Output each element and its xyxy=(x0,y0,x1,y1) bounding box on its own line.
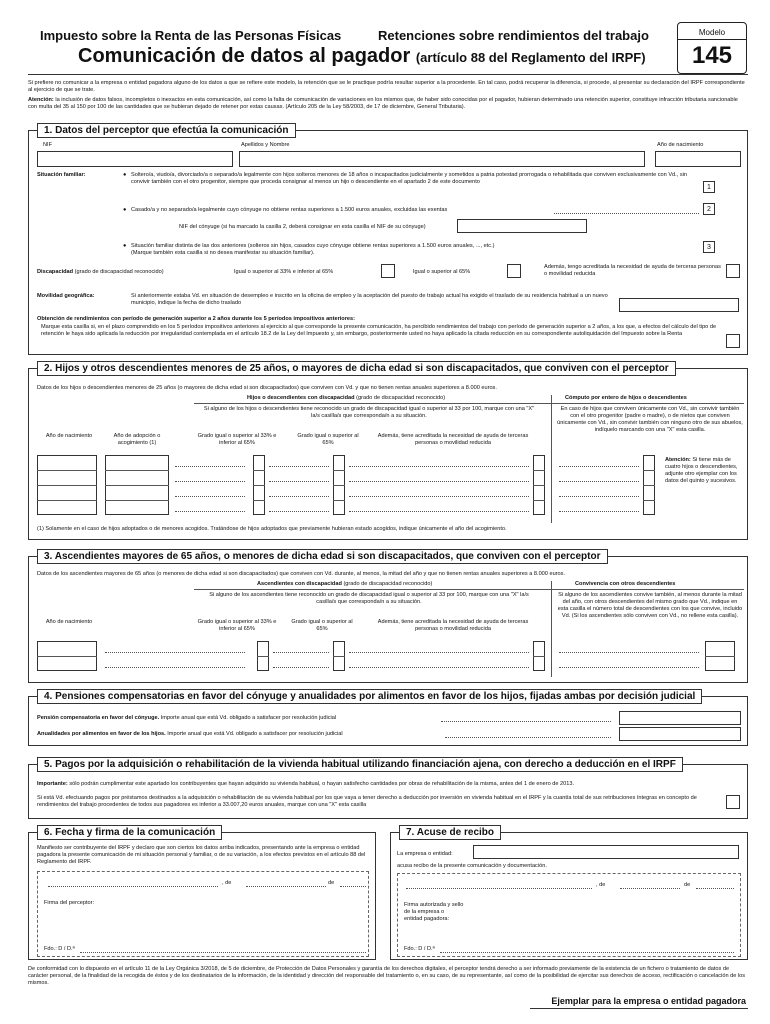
option-1-checkbox[interactable]: 1 xyxy=(703,181,715,193)
intro-warning xyxy=(28,97,748,111)
intro-warning-text: la inclusión de datos falsos, incompletos o inexactos en esta comunicación, así como la falta de comunicación de variaciones en los mismos que, de haber sido conocidas por el pagador, hubieran determinado una retención superior, constituye infracción tributaria sancionable con multa del 35 al 150 por 100 de las cantidades que se hubieran dejado de retener por estas causas. (Artículo 205 de la Ley 58/2003, de 17 de diciembre, General Tributaria). xyxy=(28,97,738,110)
disc-head-bold: Hijos o descendientes con discapacidad xyxy=(247,395,355,401)
obtencion-checkbox[interactable] xyxy=(726,334,740,348)
place-line xyxy=(406,888,592,889)
section-2 xyxy=(28,363,748,540)
disc-head-sub: (grado de discapacidad reconocido) xyxy=(356,395,446,401)
importante-text: sólo podrán cumplimentar este apartado los contribuyentes que hayan adquirido su vivienda habitual, o hayan satisfecho cantidades por obras de rehabilitación de la misma, antes del 1 de enero de 2013. xyxy=(67,781,575,787)
table-row xyxy=(37,500,97,501)
asc-col-ayuda: Además, tiene acreditada la necesidad de ayuda de terceras personas o movilidad reducida xyxy=(377,619,529,632)
row-leader xyxy=(175,466,245,467)
divider xyxy=(194,403,744,404)
row-leader xyxy=(559,652,699,653)
year-line xyxy=(340,886,366,887)
page-title-sub: (artículo 88 del Reglamento del IRPF) xyxy=(415,50,646,65)
divider xyxy=(194,589,744,590)
table-row xyxy=(333,656,345,657)
row-leader xyxy=(349,481,529,482)
col-ayuda: Además, tiene acreditada la necesidad de ayuda de terceras personas o movilidad reducida xyxy=(377,433,529,446)
bullet-icon: ● xyxy=(123,172,127,178)
vivienda-checkbox[interactable] xyxy=(726,795,740,809)
asc-disc-head xyxy=(257,581,432,588)
importante-line xyxy=(37,781,574,788)
nif-field[interactable] xyxy=(37,151,233,167)
copy-underline xyxy=(530,1008,748,1009)
section-6 xyxy=(28,827,376,960)
row-leader xyxy=(175,496,245,497)
section-7-title: 7. Acuse de recibo xyxy=(399,825,501,840)
table-row xyxy=(37,485,97,486)
table-row xyxy=(105,470,169,471)
conv-note: Si alguno de los ascendientes convive también, al menos durante la mitad del año, con otros descendientes del mismo grado que Vd., indique en esta casilla el número total de descendientes con los que convive, incluido Vd. (Si los ascendientes sólo conviven con Vd., no rellene esta casilla). xyxy=(557,592,743,619)
header-title-retenciones: Retenciones sobre rendimientos del trabajo xyxy=(378,28,649,43)
row-leader xyxy=(273,667,329,668)
date-de-1: , de xyxy=(222,880,232,886)
table-row xyxy=(533,470,545,471)
month-line xyxy=(620,888,680,889)
apellidos-field[interactable] xyxy=(239,151,645,167)
col-disc-33: Grado igual o superior al 33% e inferior al 65% xyxy=(197,433,277,446)
asc-col-disc-33: Grado igual o superior al 33% e inferior al 65% xyxy=(197,619,277,632)
birth-year-label: Año de nacimiento xyxy=(657,142,704,148)
section-3-intro: Datos de los ascendientes mayores de 65 años (o menores de dicha edad si son discapacitados) que conviven con Vd. durante, al menos, la mitad del año y que no tienen rentas anuales superiores a 8.000 euros. xyxy=(37,571,566,577)
row-leader xyxy=(559,466,639,467)
table-row xyxy=(643,470,655,471)
disc-head xyxy=(247,395,445,402)
table-row xyxy=(333,500,345,501)
pension-text: Importe anual que está Vd. obligado a satisfacer por resolución judicial xyxy=(159,715,337,721)
table-row xyxy=(37,470,97,471)
table-row xyxy=(253,500,265,501)
row-leader xyxy=(105,652,245,653)
disc-65-label: Igual o superior al 65% xyxy=(413,269,471,275)
table-row xyxy=(705,656,735,657)
option-1-text: Soltero/a, viudo/a, divorciado/a o separado/a legalmente con hijos solteros menores de 18 años o incapacitados judicialmente y sometidos a patria potestad prorrogada o rehabilitada que conviven exclusivamente con Vd., sin convivir también con el otro progenitor, siempre que proceda consignar al menos un hijo o descendiente en el apartado 2 de este documento xyxy=(131,172,687,185)
section-3-title: 3. Ascendientes mayores de 65 años, o menores de dicha edad si son discapacitados, que conviven con el perceptor xyxy=(37,549,608,564)
table-row xyxy=(643,500,655,501)
col-disc-65: Grado igual o superior al 65% xyxy=(297,433,359,446)
section-7 xyxy=(390,827,748,960)
atencion-label: Atención: xyxy=(665,457,691,463)
option-2-checkbox[interactable]: 2 xyxy=(703,203,715,215)
row-leader xyxy=(175,481,245,482)
row-leader xyxy=(349,667,529,668)
discapacidad-label xyxy=(37,269,164,276)
obtencion-text: Marque esta casilla si, en el plazo comprendido en los 5 períodos impositivos anteriores al ejercicio al que corresponde la presente comunicación, ha percibido rendimientos del trabajo con período de generación superior a 2 años, a los que, a efectos del cálculo del tipo de retención le haya sido aplicada la reducción por irregularidad contemplada en el artículo 18.2 de la Ley del Impuesto y, sin embargo, posteriormente usted no haya aplicado la citada reducción en su correspondiente autoliquidación del Impuesto sobre la Renta xyxy=(41,324,717,337)
option-2-text: Casado/a y no separado/a legalmente cuyo cónyuge no obtiene rentas superiores a 1.500 euros anuales, excluidas las exentas xyxy=(131,207,448,213)
row-leader xyxy=(559,496,639,497)
disc-33-checkbox[interactable] xyxy=(381,264,395,278)
firma-autorizada-label: Firma autorizada y sello de la empresa o entidad pagadora: xyxy=(404,902,464,922)
model-label: Modelo xyxy=(678,28,746,40)
table-row xyxy=(533,485,545,486)
disc-33-label: Igual o superior al 33% e inferior al 65% xyxy=(234,269,334,275)
dotted-leader xyxy=(554,213,699,214)
section-4 xyxy=(28,691,748,746)
discapacidad-sub: (grado de discapacidad reconocido) xyxy=(74,269,164,275)
disc-ayuda-label: Además, tengo acreditada la necesidad de ayuda de terceras personas o movilidad reducida xyxy=(544,264,721,277)
header-title-irpf: Impuesto sobre la Renta de las Personas Físicas xyxy=(40,28,342,43)
pension-label: Pensión compensatoria en favor del cónyuge. xyxy=(37,715,160,721)
fdo-label: Fdo.: D / D.ª xyxy=(404,946,435,952)
table-row xyxy=(253,470,265,471)
anualidades-label: Anualidades por alimentos en favor de los hijos. xyxy=(37,731,166,737)
divider xyxy=(551,395,552,523)
section-1 xyxy=(28,125,748,355)
section-2-title: 2. Hijos y otros descendientes menores de 25 años, o mayores de dicha edad si son discapacitados, que conviven con el perceptor xyxy=(37,361,676,376)
row-leader xyxy=(349,496,529,497)
section-3 xyxy=(28,551,748,683)
option-3-checkbox[interactable]: 3 xyxy=(703,241,715,253)
col-birth-year: Año de nacimiento xyxy=(45,433,93,439)
asc-disc-head-bold: Ascendientes con discapacidad xyxy=(257,581,342,587)
date-de-2: de xyxy=(684,882,691,888)
dotted-leader xyxy=(441,721,611,722)
table-row xyxy=(333,470,345,471)
table-row xyxy=(333,485,345,486)
page-title xyxy=(78,45,646,68)
date-de-1: , de xyxy=(596,882,606,888)
table-row xyxy=(643,485,655,486)
discapacidad-label-bold: Discapacidad xyxy=(37,269,74,275)
table-row xyxy=(105,485,169,486)
copy-label: Ejemplar para la empresa o entidad pagadora xyxy=(551,996,746,1006)
asc-disc-note: Si alguno de los ascendientes tiene reconocido un grado de discapacidad igual o superior al 33 por 100, marque con una "X" la/s casilla/s que corresponda/n a su situación. xyxy=(209,592,529,605)
asc-col-birth-year: Año de nacimiento xyxy=(45,619,93,625)
computo-head: Cómputo por entero de hijos o descendientes xyxy=(565,395,687,401)
page-title-main: Comunicación de datos al pagador xyxy=(78,45,411,67)
situacion-familiar-label: Situación familiar: xyxy=(37,172,86,178)
section-6-title: 6. Fecha y firma de la comunicación xyxy=(37,825,222,840)
month-line xyxy=(246,886,326,887)
dotted-leader xyxy=(445,737,611,738)
disc-ayuda-checkbox[interactable] xyxy=(726,264,740,278)
row-leader xyxy=(175,511,245,512)
section-4-title: 4. Pensiones compensatorias en favor del cónyuge y anualidades por alimentos en favor de los hijos, fijadas ambas por decisión judicial xyxy=(37,689,702,704)
disc-65-checkbox[interactable] xyxy=(507,264,521,278)
atencion-note xyxy=(665,457,741,485)
intro-text: Si prefiere no comunicar a la empresa o entidad pagadora alguno de los datos a que se refiere este modelo, la retención que se le practique podría resultar superior a la procedente. En tal caso, podrá recuperar la diferencia, si procede, al presentar su declaración del IRPF correspondiente al ejercicio de que se trate. xyxy=(28,80,745,93)
vivienda-text: Si está Vd. efectuando pagos por préstamos destinados a la adquisición o rehabilitación de su vivienda habitual por los que vaya a tener derecho a deducción por inversión en vivienda habitual en el IRPF y la cuantía total de sus retribuciones íntegras en concepto de rendimientos del trabajo procedentes de todos sus pagadores es inferior a 33.007,20 euros anuales, marque con una "X" esta casilla xyxy=(37,795,697,808)
bullet-icon: ● xyxy=(123,207,127,213)
birth-year-field[interactable] xyxy=(655,151,741,167)
date-de-2: de xyxy=(328,880,335,886)
anualidades-amount-field[interactable] xyxy=(619,727,741,741)
row-leader xyxy=(269,496,329,497)
nif-conyuge-field[interactable] xyxy=(457,219,587,233)
asc-disc-head-sub: (grado de discapacidad reconocido) xyxy=(343,581,433,587)
row-leader xyxy=(559,481,639,482)
row-leader xyxy=(269,466,329,467)
privacy-notice: De conformidad con lo dispuesto en el artículo 11 de la Ley Orgánica 3/2018, de 5 de diciembre, de Protección de Datos Personales y garantía de los derechos digitales, el perceptor tendrá derecho a ser informado previamente de la existencia de un fichero o tratamiento de datos de carácter personal, de la finalidad de la recogida de éstos y de los destinatarios de la información, de la identidad y dirección del responsable del tratamiento o, en su caso, de su representante, así como de la posibilidad de ejercitar sus derechos de acceso, rectificación o cancelación de los mismos. xyxy=(28,966,746,986)
row-leader xyxy=(559,667,699,668)
option-3-text: Situación familiar distinta de las dos anteriores (solteros sin hijos, casados cuyo cónyuge obtiene rentas superiores a 1.500 euros anuales, ..., etc.) xyxy=(131,243,495,249)
year-line xyxy=(696,888,734,889)
table-row xyxy=(253,485,265,486)
atencion-text: Si tiene más de cuatro hijos o descendientes, adjunte otro ejemplar con los datos del quinto y sucesivos. xyxy=(665,457,738,484)
place-line xyxy=(48,886,218,887)
movilidad-date-field[interactable] xyxy=(619,298,739,312)
empresa-label: La empresa o entidad: xyxy=(397,851,453,857)
table-row xyxy=(257,656,269,657)
model-number: 145 xyxy=(691,42,733,69)
computo-note: En caso de hijos que conviven únicamente con Vd., sin convivir también con el otro progenitor (padre o madre), o de nietos que conviven únicamente con Vd., sin convivir también con ninguno otro de sus abuelos, indíquelo marcando con una "X" esta casilla. xyxy=(557,406,743,433)
table-row xyxy=(533,656,545,657)
table-row xyxy=(37,656,97,657)
row-leader xyxy=(105,667,245,668)
anualidades-text: Importe anual que está Vd. obligado a satisfacer por resolución judicial xyxy=(165,731,343,737)
firma-perceptor-label: Firma del perceptor: xyxy=(44,900,95,906)
section-1-title: 1. Datos del perceptor que efectúa la comunicación xyxy=(37,123,296,138)
conv-head: Convivencia con otros descendientes xyxy=(575,581,676,587)
section-5 xyxy=(28,759,748,819)
bullet-icon: ● xyxy=(123,243,127,249)
row-leader xyxy=(269,481,329,482)
row-leader xyxy=(349,511,529,512)
movilidad-text: Si anteriormente estaba Vd. en situación de desempleo e inscrito en la oficina de empleo y la aceptación del puesto de trabajo actual ha exigido el traslado de su residencia habitual a un nuevo municipio, indique la fecha de dicho traslado xyxy=(131,293,608,306)
pension-line xyxy=(37,715,336,722)
obtencion-title: Obtención de rendimientos con período de generación superior a 2 años durante los 5 períodos impositivos anteriores: xyxy=(37,316,355,322)
nif-conyuge-label: NIF del cónyuge (si ha marcado la casilla 2, deberá consignar en esta casilla el NIF de su cónyuge) xyxy=(179,224,426,230)
row-leader xyxy=(349,652,529,653)
row-leader xyxy=(269,511,329,512)
option-3-note: (Marque también esta casilla si no desea manifestar su situación familiar). xyxy=(131,250,315,256)
disc-note: Si alguno de los hijos o descendientes tiene reconocido un grado de discapacidad igual o superior al 33 por 100, marque con una "X" la/s casilla/s que corresponda/n a su situación. xyxy=(203,406,535,419)
apellidos-label: Apellidos y Nombre xyxy=(241,142,290,148)
table-row xyxy=(533,500,545,501)
footnote-1: (1) Solamente en el caso de hijos adoptados o de menores acogidos. Tratándose de hijos adoptados que previamente hubieran estado acogidos, indique únicamente el año del acogimiento. xyxy=(37,526,507,532)
table-row xyxy=(105,500,169,501)
acusa-text: acusa recibo de la presente comunicación y documentación. xyxy=(397,863,547,869)
importante-label: Importante: xyxy=(37,781,68,787)
signature-area[interactable] xyxy=(37,871,369,957)
fdo-label: Fdo.: D / D.ª xyxy=(44,946,75,952)
row-leader xyxy=(273,652,329,653)
divider xyxy=(551,581,552,677)
row-leader xyxy=(349,466,529,467)
anualidades-line xyxy=(37,731,343,738)
fdo-line xyxy=(440,952,734,953)
acuse-signature-area[interactable] xyxy=(397,873,741,957)
model-badge xyxy=(677,22,747,74)
intro-warning-label: Atención: xyxy=(28,97,54,103)
movilidad-label: Movilidad geográfica: xyxy=(37,293,95,299)
header-divider xyxy=(28,74,748,75)
empresa-field[interactable] xyxy=(473,845,739,859)
asc-col-disc-65: Grado igual o superior al 65% xyxy=(291,619,353,632)
pension-amount-field[interactable] xyxy=(619,711,741,725)
fdo-line xyxy=(80,952,366,953)
row-leader xyxy=(559,511,639,512)
section-2-intro: Datos de los hijos o descendientes menores de 25 años (o mayores de dicha edad si son discapacitados) que conviven con Vd. y que no tienen rentas anuales superiores a 8.000 euros. xyxy=(37,385,497,391)
col-adoption-year: Año de adopción o acogimiento (1) xyxy=(113,433,161,446)
nif-label: NIF xyxy=(43,142,53,148)
manifiesto-text: Manifiesto ser contribuyente del IRPF y declaro que son ciertos los datos arriba indicados, presentando ante la empresa o entidad pagadora la presente comunicación de mi situación personal y familiar, o de su variación, a los efectos previstos en el artículo 88 del Reglamento del IRPF. xyxy=(37,845,366,865)
section-5-title: 5. Pagos por la adquisición o rehabilitación de la vivienda habitual utilizando financiación ajena, con derecho a deducción en el IRPF xyxy=(37,757,683,772)
